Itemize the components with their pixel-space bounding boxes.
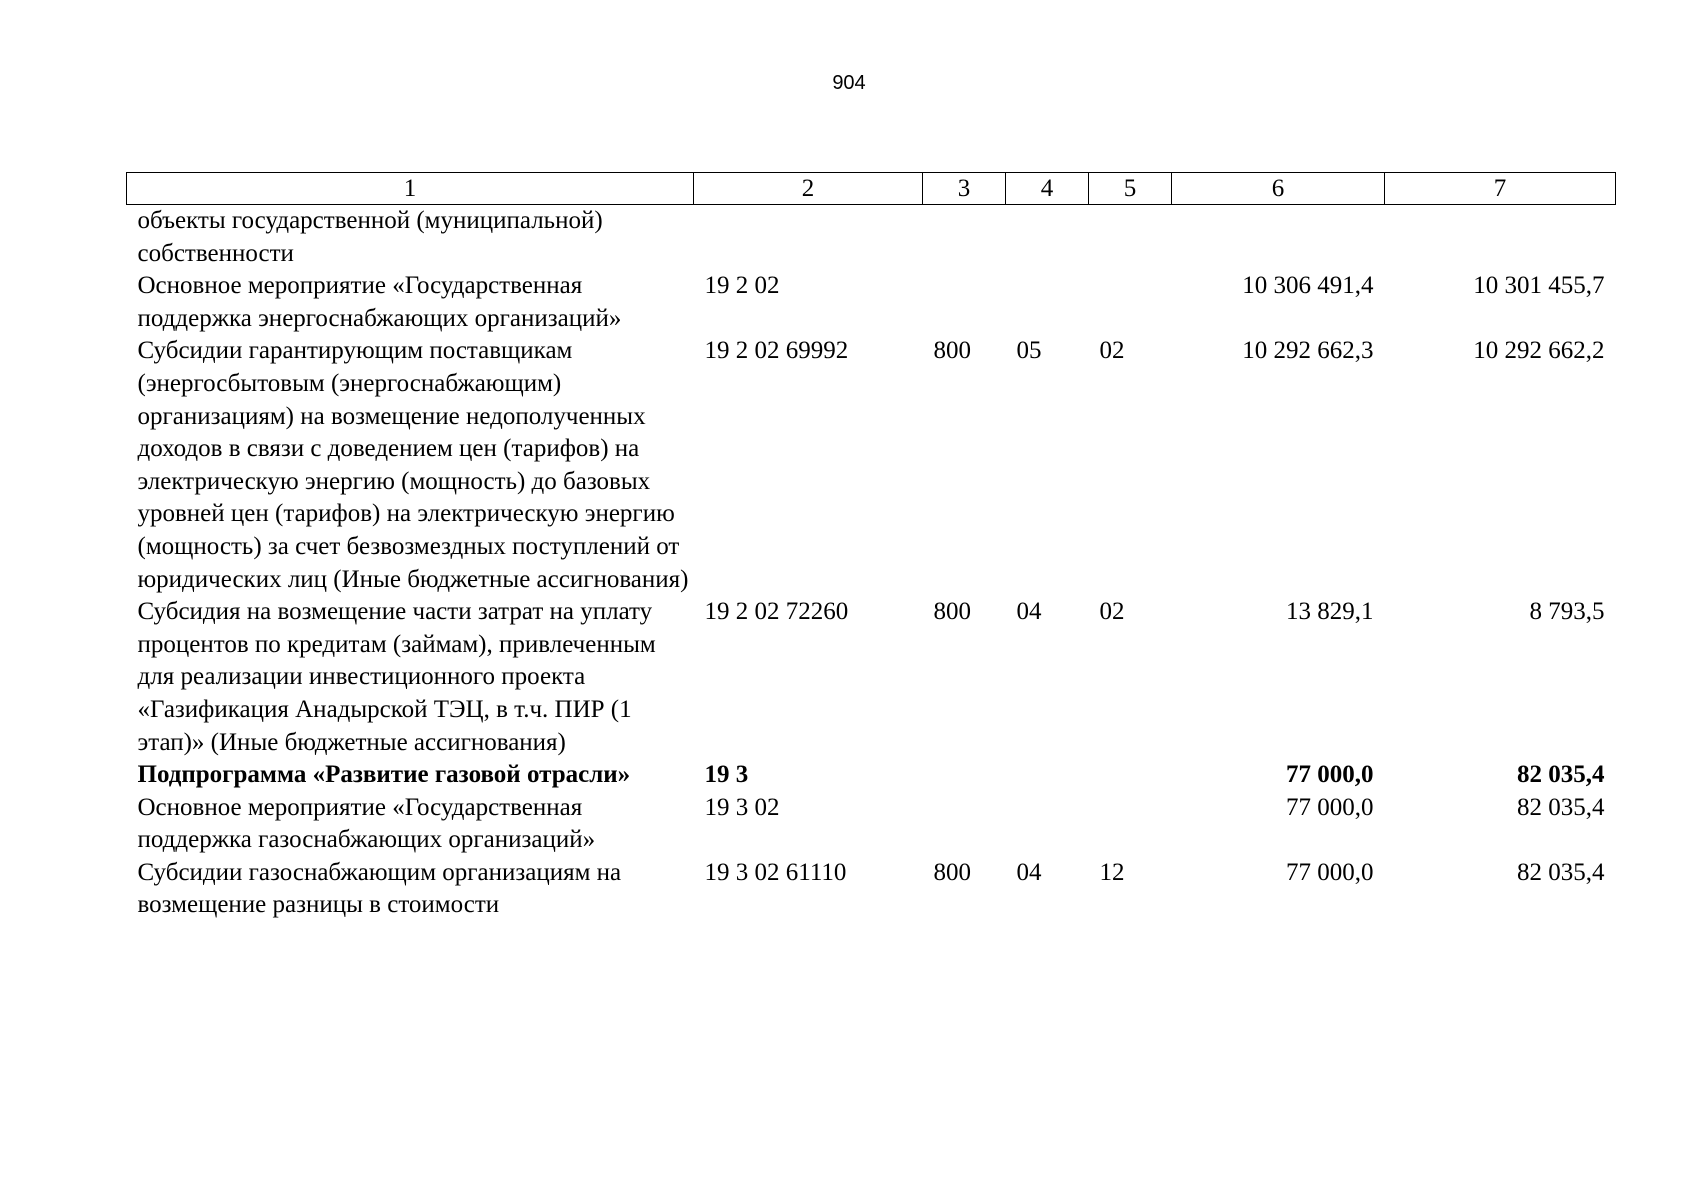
row-value-7: 8 793,5 [1529,598,1605,626]
row-col-5 [1089,205,1172,271]
row-col-4 [1006,759,1089,792]
row-col-5 [1089,759,1172,792]
row-value-7: 82 035,4 [1517,858,1605,886]
row-value-7: 82 035,4 [1517,793,1605,821]
row-value-6: 77 000,0 [1286,761,1374,789]
row-code: 19 3 02 [704,793,780,821]
row-value-7: 10 301 455,7 [1473,272,1605,300]
row-col-5: 02 [1099,598,1125,626]
row-col-3: 800 [933,337,971,365]
table-row [127,335,1616,596]
row-col-3 [923,205,1006,271]
row-value-6: 77 000,0 [1286,858,1374,886]
column-header-7: 7 [1385,173,1616,205]
row-code: 19 2 02 69992 [704,337,849,365]
row-code: 19 2 02 72260 [704,598,849,626]
row-name: Субсидии газоснабжающим организациям на возмещение разницы в стоимости [137,858,622,919]
row-value-6: 10 292 662,3 [1242,337,1374,365]
row-value-6: 77 000,0 [1286,793,1374,821]
column-header-1: 1 [127,173,694,205]
table-row [127,792,1616,857]
row-col-3 [923,270,1006,335]
row-code [694,205,923,271]
row-value-6 [1172,205,1385,271]
row-col-4: 05 [1016,337,1042,365]
row-col-4: 04 [1016,858,1042,886]
row-code: 19 3 [704,761,749,789]
row-name: Субсидия на возмещение части затрат на уплату процентов по кредитам (займам), привлеченным для реализации инвестиционного проекта «Газификация Анадырской ТЭЦ, в т.ч. ПИР (1 этап)» (Иные бюджетные ассигнования) [137,598,656,756]
column-header-2: 2 [694,173,923,205]
row-col-4 [1006,792,1089,857]
column-header-3: 3 [923,173,1006,205]
row-col-3 [923,759,1006,792]
row-name: объекты государственной (муниципальной) собственности [137,207,603,267]
row-col-5: 12 [1099,858,1125,886]
row-col-5 [1089,792,1172,857]
row-value-7: 82 035,4 [1517,761,1605,789]
table-row [127,205,1616,271]
row-col-4: 04 [1016,598,1042,626]
column-number-header-row [127,173,1616,205]
row-name: Подпрограмма «Развитие газовой отрасли» [137,761,631,789]
row-col-4 [1006,270,1089,335]
column-header-4: 4 [1006,173,1089,205]
row-value-7 [1385,205,1616,271]
row-code: 19 2 02 [704,272,780,300]
row-col-3: 800 [933,598,971,626]
row-col-3: 800 [933,858,971,886]
page-number: 904 [832,72,866,94]
column-header-5: 5 [1089,173,1172,205]
row-name: Основное мероприятие «Государственная поддержка энергоснабжающих организаций» [137,272,622,332]
row-col-4 [1006,205,1089,271]
row-code: 19 3 02 61110 [704,858,847,886]
row-name: Основное мероприятие «Государственная поддержка газоснабжающих организаций» [137,793,596,854]
row-col-3 [923,792,1006,857]
row-value-6: 13 829,1 [1286,598,1374,626]
row-value-6: 10 306 491,4 [1242,272,1374,300]
row-value-7: 10 292 662,2 [1473,337,1605,365]
table-row [127,270,1616,335]
column-header-6: 6 [1172,173,1385,205]
row-name: Субсидии гарантирующим поставщикам (энергосбытовым (энергоснабжающим) организациям) на возмещение недополученных доходов в связи с доведением цен (тарифов) на электрическую энергию (мощность) до базовых уровней цен (тарифов) на электрическую энергию (мощность) за счет безвозмездных поступлений от юридических лиц (Иные бюджетные ассигнования) [137,337,689,593]
row-col-5: 02 [1099,337,1125,365]
row-col-5 [1089,270,1172,335]
table-row-subprogram [127,759,1616,792]
table-row [127,857,1616,922]
table-row [127,596,1616,759]
budget-table [126,172,1616,922]
